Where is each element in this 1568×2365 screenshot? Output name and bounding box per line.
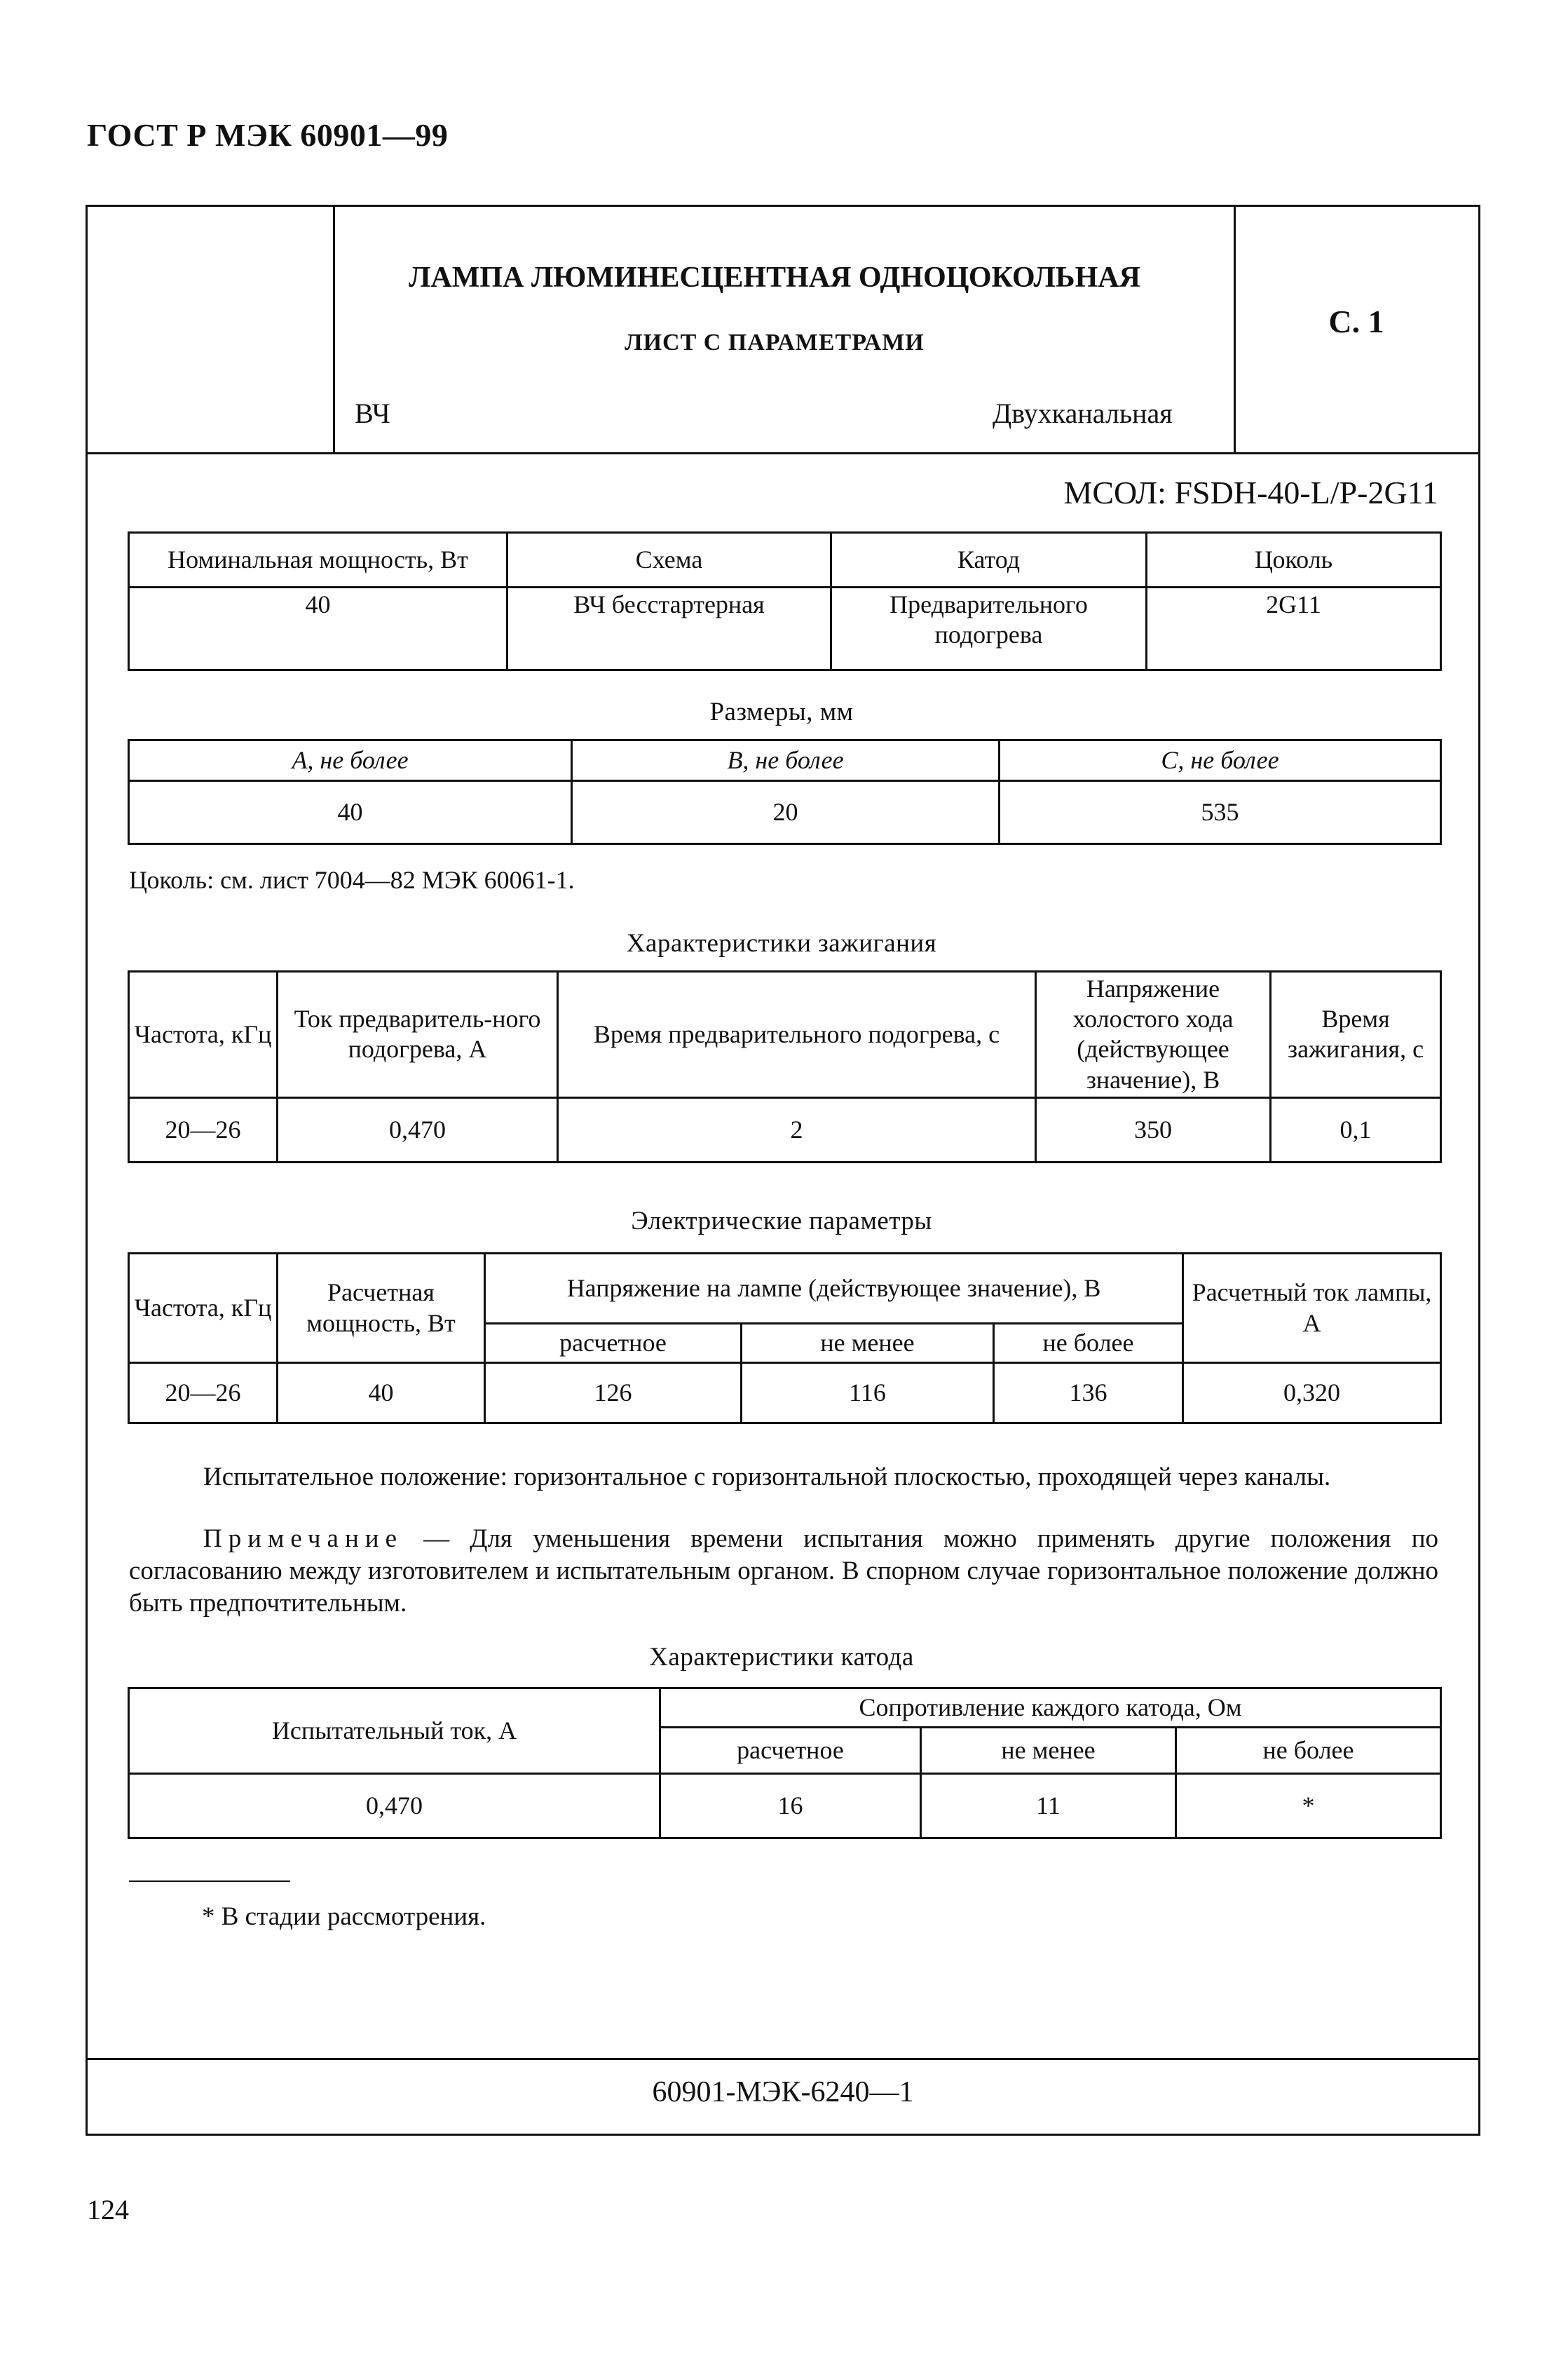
header-bottom-rule xyxy=(88,452,1478,454)
header-cathode: Катод xyxy=(831,533,1147,588)
note-paragraph xyxy=(129,1523,1438,1620)
cell-el-power: 40 xyxy=(278,1363,485,1423)
header-preheat-time: Время предварительного подогрева, с xyxy=(558,972,1036,1098)
ignition-table xyxy=(128,970,1442,1163)
electrical-caption: Электрические параметры xyxy=(631,1207,932,1235)
cell-resistance-min: 11 xyxy=(921,1774,1176,1838)
cell-frequency: 20—26 xyxy=(129,1097,278,1162)
lamp-title: ЛАМПА ЛЮМИНЕСЦЕНТНАЯ ОДНОЦОКОЛЬНАЯ xyxy=(409,262,1140,294)
header-ignition-time: Время зажигания, с xyxy=(1271,972,1441,1098)
subheader-cathode-rated: расчетное xyxy=(660,1728,921,1774)
test-position-text: Испытательное положение: горизонтальное с горизонтальной плоскостью, проходящей через каналы. xyxy=(203,1463,1331,1491)
cell-preheat-current: 0,470 xyxy=(278,1097,558,1162)
cell-el-voltage-rated: 126 xyxy=(485,1363,742,1423)
subheader-cathode-min: не менее xyxy=(921,1728,1176,1774)
cell-dim-b: 20 xyxy=(572,781,1000,844)
cell-power: 40 xyxy=(129,588,507,670)
lamp-code: МСОЛ: FSDH-40-L/P-2G11 xyxy=(1063,475,1438,510)
header-dim-c: C, не более xyxy=(1000,740,1441,781)
ignition-caption: Характеристики зажигания xyxy=(626,929,937,958)
electrical-table xyxy=(128,1252,1442,1424)
cell-el-voltage-max: 136 xyxy=(994,1363,1183,1423)
subheader-rated: расчетное xyxy=(485,1324,742,1363)
cell-open-circuit-voltage: 350 xyxy=(1036,1097,1271,1162)
page-number: 124 xyxy=(87,2194,129,2225)
sheet-page-number: С. 1 xyxy=(1328,304,1384,339)
header-frequency: Частота, кГц xyxy=(129,972,278,1098)
cell-ignition-time: 0,1 xyxy=(1271,1097,1441,1162)
footnote-rule xyxy=(129,1881,290,1882)
channel-label: Двухканальная xyxy=(993,398,1173,429)
header-el-power: Расчетная мощность, Вт xyxy=(278,1254,485,1363)
base-reference: Цоколь: см. лист 7004—82 МЭК 60061-1. xyxy=(129,866,575,894)
cell-dim-a: 40 xyxy=(129,781,572,844)
cell-resistance-max: * xyxy=(1176,1774,1441,1838)
header-dim-a: A, не более xyxy=(129,740,572,781)
header-el-current: Расчетный ток лампы, А xyxy=(1183,1254,1441,1363)
cell-cathode: Предварительного подогрева xyxy=(831,588,1147,670)
cathode-caption: Характеристики катода xyxy=(649,1643,914,1672)
header-test-current: Испытательный ток, А xyxy=(129,1688,660,1774)
header-el-voltage: Напряжение на лампе (действующее значение), В xyxy=(485,1254,1183,1324)
note-label: Примечание xyxy=(203,1524,403,1553)
subheader-max: не более xyxy=(994,1324,1183,1363)
cell-dim-c: 535 xyxy=(1000,781,1441,844)
standard-title: ГОСТ Р МЭК 60901—99 xyxy=(87,117,449,153)
footer-top-rule xyxy=(88,2058,1478,2060)
dimensions-caption: Размеры, мм xyxy=(709,698,854,726)
subheader-min: не менее xyxy=(742,1324,994,1363)
cell-test-current: 0,470 xyxy=(129,1774,660,1838)
header-cathode-resistance: Сопротивление каждого катода, Ом xyxy=(660,1688,1441,1728)
note-text: — Для уменьшения времени испытания можно применять другие положения по согласованию между изготовителем и испытательным органом. В спорном случае горизонтальное положение должно быть предпочтительным. xyxy=(129,1524,1438,1618)
cell-el-voltage-min: 116 xyxy=(742,1363,994,1423)
cell-preheat-time: 2 xyxy=(558,1097,1036,1162)
vch-label: ВЧ xyxy=(355,398,390,429)
cell-el-current: 0,320 xyxy=(1183,1363,1441,1423)
cell-el-frequency: 20—26 xyxy=(129,1363,278,1423)
header-preheat-current: Ток предваритель-ного подогрева, А xyxy=(278,972,558,1098)
cell-base: 2G11 xyxy=(1147,588,1441,670)
cathode-table xyxy=(128,1687,1442,1839)
header-scheme: Схема xyxy=(507,533,831,588)
cell-resistance-rated: 16 xyxy=(660,1774,921,1838)
main-parameters-table xyxy=(128,531,1442,671)
sheet-code: 60901-МЭК-6240—1 xyxy=(652,2076,914,2108)
subheader-cathode-max: не более xyxy=(1176,1728,1441,1774)
header-base: Цоколь xyxy=(1147,533,1441,588)
cell-scheme: ВЧ бесстартерная xyxy=(507,588,831,670)
header-open-circuit-voltage: Напряжение холостого хода (действующее значение), В xyxy=(1036,972,1271,1098)
footnote: * В стадии рассмотрения. xyxy=(202,1902,486,1931)
dimensions-table xyxy=(128,739,1442,845)
header-dim-b: B, не более xyxy=(572,740,1000,781)
sheet-subtitle: ЛИСТ С ПАРАМЕТРАМИ xyxy=(625,330,925,355)
header-el-frequency: Частота, кГц xyxy=(129,1254,278,1363)
header-power: Номинальная мощность, Вт xyxy=(129,533,507,588)
